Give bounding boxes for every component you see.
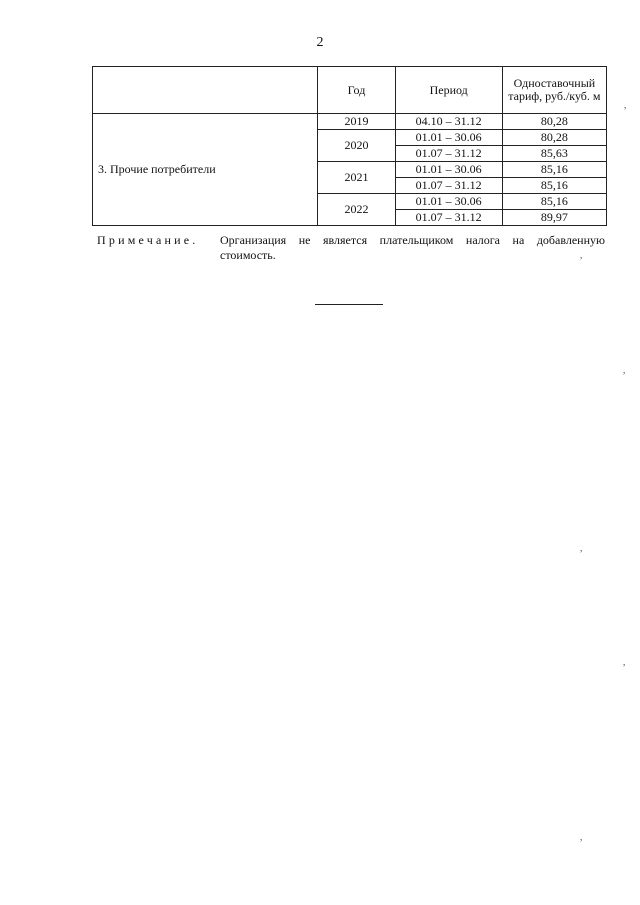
tariff-cell: 80,28 — [502, 130, 606, 146]
period-cell: 01.07 – 31.12 — [395, 210, 502, 226]
period-cell: 01.07 – 31.12 — [395, 178, 502, 194]
scan-mark: , — [580, 832, 583, 842]
tariff-cell: 89,97 — [502, 210, 606, 226]
scan-mark: , — [580, 543, 583, 553]
tariff-cell: 85,16 — [502, 162, 606, 178]
tariff-cell: 85,16 — [502, 194, 606, 210]
tariff-cell: 80,28 — [502, 114, 606, 130]
period-cell: 04.10 – 31.12 — [395, 114, 502, 130]
tariff-cell: 85,63 — [502, 146, 606, 162]
note-label: Примечание. — [97, 233, 199, 247]
header-tariff: Одноставочный тариф, руб./куб. м — [502, 67, 606, 114]
table-header-row — [93, 67, 607, 114]
separator-line — [315, 304, 383, 305]
consumer-cell: 3. Прочие потребители — [93, 114, 318, 226]
page-number: 2 — [316, 35, 324, 50]
header-year: Год — [318, 67, 395, 114]
tariff-cell: 85,16 — [502, 178, 606, 194]
scan-mark: , — [623, 657, 626, 667]
year-cell: 2021 — [318, 162, 395, 194]
note-text: Организация не является плательщиком налога на добавленную стоимость. — [220, 233, 605, 262]
year-cell: 2022 — [318, 194, 395, 226]
scan-mark: , — [580, 250, 583, 260]
year-cell: 2019 — [318, 114, 395, 130]
period-cell: 01.01 – 30.06 — [395, 130, 502, 146]
tariff-table — [92, 66, 607, 226]
year-cell: 2020 — [318, 130, 395, 162]
scan-mark: , — [624, 100, 627, 110]
period-cell: 01.01 – 30.06 — [395, 194, 502, 210]
header-period: Период — [395, 67, 502, 114]
period-cell: 01.01 – 30.06 — [395, 162, 502, 178]
table-row — [93, 114, 607, 130]
header-consumer — [93, 67, 318, 114]
period-cell: 01.07 – 31.12 — [395, 146, 502, 162]
scan-mark: , — [623, 365, 626, 375]
